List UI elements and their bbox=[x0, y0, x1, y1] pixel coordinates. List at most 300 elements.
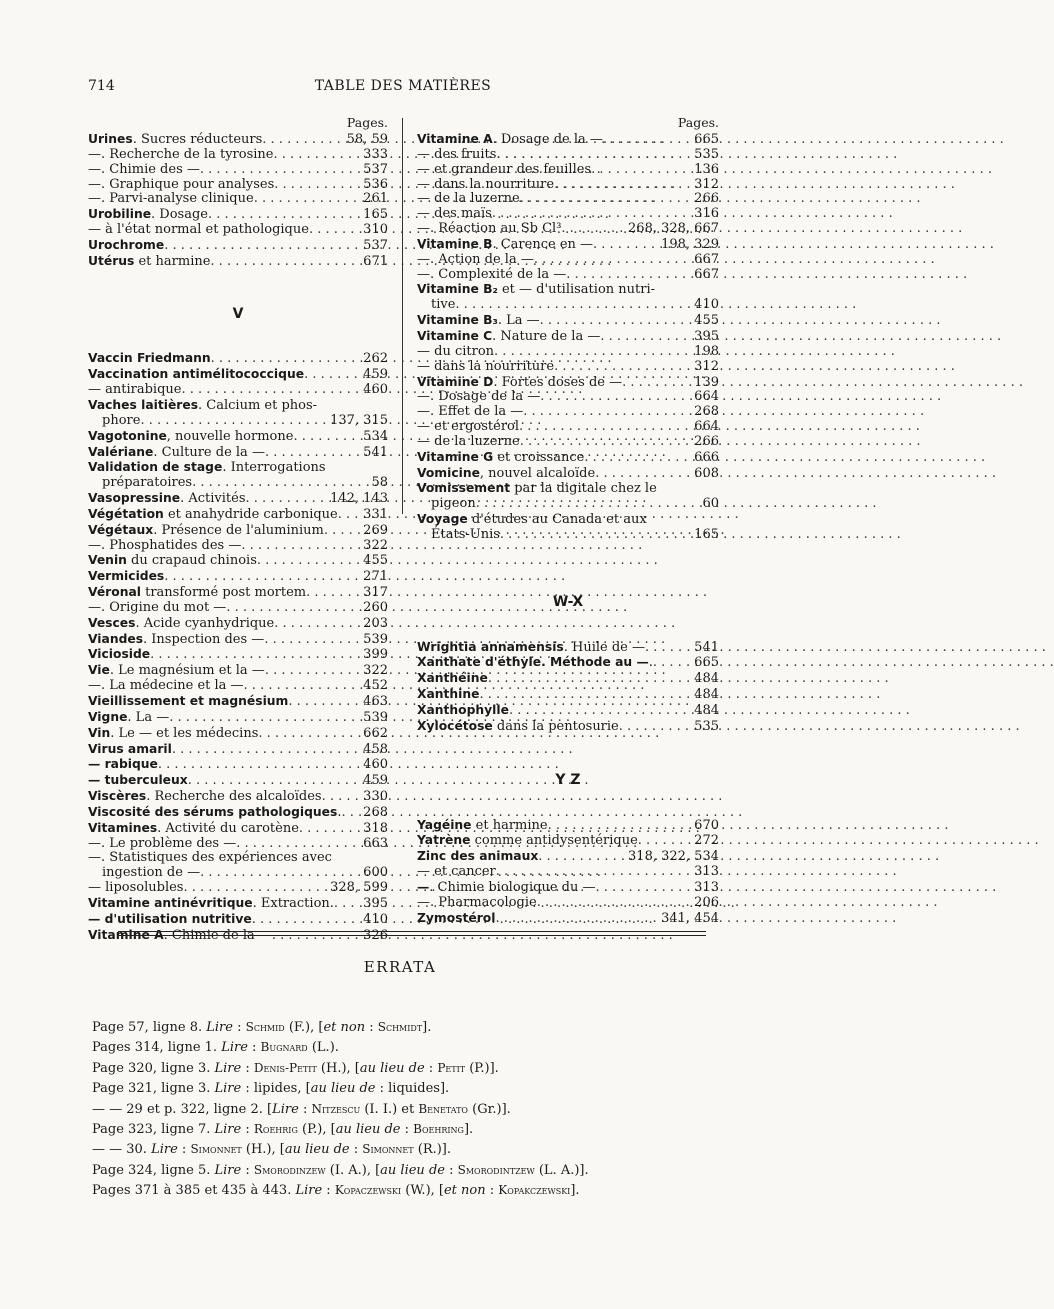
dot-leader bbox=[200, 163, 359, 178]
index-entry bbox=[417, 512, 719, 528]
errata-text: (P.)]. bbox=[465, 1060, 499, 1076]
dot-leader bbox=[188, 774, 359, 789]
entry-text bbox=[417, 833, 638, 849]
index-entry bbox=[88, 223, 388, 238]
entry-text bbox=[417, 253, 534, 268]
index-entry bbox=[417, 435, 719, 450]
errata-text: (I. I.) et bbox=[360, 1101, 419, 1117]
entry-pages: 665 bbox=[694, 132, 719, 147]
entry-rest: . Présence de l'aluminium bbox=[153, 522, 324, 538]
entry-headword: Xylocétose bbox=[417, 718, 493, 733]
entry-pages: 536 bbox=[363, 176, 388, 192]
errata-line bbox=[92, 1142, 732, 1162]
dot-leader bbox=[258, 727, 359, 742]
entry-rest: dans la pentosurie bbox=[492, 718, 619, 734]
index-entry bbox=[417, 345, 719, 360]
entry-rest: —. Statistiques des expériences avec bbox=[88, 850, 332, 866]
entry-headword: Valériane bbox=[88, 444, 154, 459]
entry-headword: Venin bbox=[88, 553, 127, 568]
spacer bbox=[88, 270, 388, 307]
errata-text: : bbox=[298, 1101, 312, 1117]
entry-headword: — bbox=[417, 879, 430, 894]
index-entry bbox=[88, 569, 388, 585]
dot-leader bbox=[338, 508, 359, 523]
running-title: TABLE DES MATIÈRES bbox=[314, 78, 492, 94]
errata-note: et non bbox=[323, 1020, 366, 1035]
entry-pages: 410 bbox=[694, 297, 719, 313]
entry-text bbox=[88, 491, 245, 507]
entry-rest: transformé post mortem bbox=[140, 585, 307, 601]
entry-text bbox=[417, 420, 519, 435]
index-entry bbox=[417, 375, 719, 391]
entry-pages: 534 bbox=[363, 428, 388, 444]
dot-leader bbox=[538, 850, 625, 865]
index-entry bbox=[88, 896, 388, 912]
entry-pages: 260 bbox=[363, 599, 388, 615]
errata-wrong-name: Smorodintzew bbox=[457, 1162, 535, 1177]
entry-rest: . Le — et les médecins bbox=[110, 725, 259, 741]
errata-text: : bbox=[241, 1162, 254, 1178]
entry-text bbox=[417, 865, 496, 880]
index-entry bbox=[417, 481, 719, 497]
spacer bbox=[417, 610, 719, 640]
dot-leader bbox=[593, 238, 658, 253]
errata-wrong-name: Schmidt bbox=[377, 1020, 423, 1034]
errata-text: : bbox=[349, 1142, 363, 1158]
errata-lire: Lire bbox=[151, 1142, 178, 1158]
entry-pages: 203 bbox=[363, 615, 388, 631]
section-letter: W-X bbox=[552, 593, 584, 610]
entry-pages: 316 bbox=[694, 206, 719, 222]
index-entry bbox=[88, 805, 388, 821]
errata-text: : bbox=[444, 1162, 458, 1178]
entry-text bbox=[88, 429, 293, 445]
errata-text: (R.)]. bbox=[413, 1142, 452, 1158]
entry-pages: 541 bbox=[694, 639, 719, 655]
errata-lire: Lire bbox=[214, 1081, 242, 1097]
index-entry bbox=[417, 178, 719, 193]
entry-pages: 410 bbox=[363, 911, 388, 927]
dot-leader bbox=[244, 679, 359, 694]
entry-rest: . Inspection des — bbox=[143, 631, 265, 647]
entry-pages: 269 bbox=[363, 522, 388, 538]
dot-leader bbox=[211, 352, 359, 367]
entry-rest: — antirabique bbox=[88, 382, 182, 398]
entry-pages: 664 bbox=[694, 419, 719, 435]
entry-rest: . Calcium et phos- bbox=[198, 397, 318, 413]
index-entry bbox=[88, 647, 388, 663]
entry-text bbox=[102, 866, 200, 881]
entry-rest: —. La médecine et la — bbox=[88, 678, 244, 694]
entry-text bbox=[88, 148, 273, 163]
entry-pages: 666 bbox=[694, 449, 719, 465]
index-entry bbox=[88, 585, 388, 601]
dot-leader bbox=[476, 497, 690, 512]
index-entry bbox=[88, 414, 388, 429]
errata-text: ]. bbox=[463, 1121, 474, 1137]
entry-rest: . Sucres réducteurs bbox=[132, 132, 263, 147]
errata-text: (H.), [ bbox=[316, 1060, 360, 1076]
entry-rest: d'études au Canada et aux bbox=[467, 512, 647, 528]
entry-headword: Virus amaril bbox=[88, 741, 172, 756]
entry-pages: 664 bbox=[694, 389, 719, 405]
entry-pages: 322 bbox=[363, 663, 388, 679]
entry-pages: 539 bbox=[363, 709, 388, 725]
index-entry bbox=[417, 466, 719, 482]
entry-rest: comme antidysentérique bbox=[470, 833, 638, 849]
entry-pages: 600 bbox=[363, 865, 388, 881]
entry-headword: Yagéine bbox=[417, 817, 472, 832]
index-entry bbox=[88, 616, 388, 632]
entry-rest: ingestion de — bbox=[102, 865, 201, 881]
index-entry bbox=[417, 849, 719, 865]
index-column-left bbox=[88, 116, 388, 944]
entry-text bbox=[417, 687, 479, 703]
dot-leader bbox=[299, 822, 359, 837]
entry-text bbox=[417, 405, 523, 420]
entry-rest: . Huile de — bbox=[563, 639, 645, 655]
errata-correct-name: Roehrig bbox=[253, 1121, 298, 1136]
entry-headword: Viscosité des sérums pathologiques bbox=[88, 804, 338, 819]
entry-pages: 261 bbox=[363, 191, 388, 207]
entry-text bbox=[88, 539, 241, 554]
dot-leader bbox=[192, 476, 359, 491]
entry-text bbox=[417, 849, 538, 865]
entry-rest: — et cancer bbox=[417, 864, 496, 880]
entry-pages: 206 bbox=[694, 894, 719, 910]
entry-rest: . Chimie de la — bbox=[163, 927, 272, 943]
dot-leader bbox=[226, 601, 359, 616]
dot-leader bbox=[554, 178, 690, 193]
index-entry bbox=[417, 655, 719, 671]
dot-leader bbox=[638, 834, 690, 849]
entry-text bbox=[88, 585, 306, 601]
entry-headword: Vitamine B₃ bbox=[417, 313, 498, 328]
entry-text bbox=[417, 880, 595, 896]
entry-rest: —. Pharmacologie bbox=[417, 894, 537, 910]
entry-rest: —. Effet de la — bbox=[417, 404, 524, 420]
entry-text bbox=[417, 466, 595, 482]
entry-text bbox=[88, 398, 317, 414]
dot-leader bbox=[306, 586, 359, 601]
dot-leader bbox=[645, 641, 690, 656]
dot-leader bbox=[554, 360, 690, 375]
entry-headword: Vitamine C bbox=[417, 328, 493, 343]
index-entry bbox=[88, 383, 388, 398]
entry-rest: — du citron bbox=[417, 343, 495, 359]
errata-wrong-name: Benetato bbox=[418, 1101, 468, 1116]
entry-headword: Urochrome bbox=[88, 237, 165, 252]
errata-ref: Page 57, ligne 8. bbox=[92, 1020, 207, 1035]
errata-text: : bbox=[241, 1060, 254, 1076]
entry-text bbox=[417, 512, 647, 528]
index-entry bbox=[88, 351, 388, 367]
dot-leader bbox=[254, 192, 359, 207]
entry-rest: —. Phosphatides des — bbox=[88, 537, 242, 553]
entry-text bbox=[417, 222, 561, 237]
index-entry bbox=[88, 912, 388, 928]
errata-lire: Lire bbox=[214, 1121, 242, 1137]
entry-headword: Vitamine A bbox=[88, 927, 164, 942]
errata-text: : bbox=[424, 1060, 438, 1076]
entry-pages: 165 bbox=[694, 526, 719, 542]
dot-leader bbox=[265, 446, 359, 461]
index-entry bbox=[417, 719, 719, 735]
entry-rest: et — d'utilisation nutri- bbox=[497, 282, 656, 298]
dot-leader bbox=[164, 239, 359, 254]
entry-rest: —. Le problème des — bbox=[88, 835, 237, 851]
entry-rest: —. Réaction au Sb Cl³ bbox=[417, 221, 562, 237]
entry-pages: 667 bbox=[694, 266, 719, 282]
entry-pages: 455 bbox=[363, 553, 388, 569]
entry-headword: Végétation bbox=[88, 506, 164, 521]
spacer bbox=[88, 321, 388, 351]
entry-pages: 484 bbox=[694, 703, 719, 718]
dot-leader bbox=[164, 570, 359, 585]
dot-leader bbox=[492, 207, 690, 222]
dot-leader bbox=[158, 758, 359, 773]
entry-headword: Vitamine D bbox=[417, 374, 494, 389]
errata-text: (F.), [ bbox=[284, 1020, 324, 1035]
errata-text: : bbox=[322, 1183, 335, 1199]
index-entry bbox=[88, 757, 388, 773]
entry-rest: phore bbox=[102, 412, 141, 428]
entry-headword: Vermicides bbox=[88, 569, 165, 584]
entry-text bbox=[88, 460, 326, 476]
entry-pages: 198, 329 bbox=[661, 236, 719, 252]
entry-text bbox=[417, 719, 619, 735]
entry-rest: — de la luzerne bbox=[417, 191, 520, 207]
errata-text: : bbox=[247, 1040, 261, 1056]
index-entry bbox=[88, 523, 388, 539]
errata-text: ]. bbox=[570, 1183, 580, 1199]
entry-headword: Xanthophylle bbox=[417, 703, 509, 717]
entry-rest: — dans la nourriture bbox=[417, 176, 555, 192]
entry-pages: 671 bbox=[363, 253, 388, 269]
entry-pages: 60 bbox=[702, 496, 719, 512]
entry-text bbox=[88, 178, 274, 193]
errata-text: : bbox=[241, 1121, 254, 1137]
entry-text bbox=[431, 528, 500, 543]
entry-text bbox=[88, 647, 150, 663]
entry-text bbox=[88, 912, 252, 928]
spacer bbox=[417, 788, 719, 818]
index-entry bbox=[88, 837, 388, 852]
entry-text bbox=[88, 383, 181, 398]
errata-wrong-name: Kopakczewski bbox=[498, 1183, 571, 1198]
dot-leader bbox=[603, 133, 690, 148]
entry-pages: 459 bbox=[363, 773, 388, 789]
errata-note: au lieu de bbox=[284, 1142, 350, 1158]
index-entry bbox=[417, 880, 719, 896]
entry-pages: 271 bbox=[363, 569, 388, 585]
entry-headword: Vagotonine bbox=[88, 428, 167, 443]
errata-line bbox=[92, 1102, 732, 1122]
index-entry bbox=[417, 329, 719, 345]
errata-line bbox=[92, 1040, 732, 1060]
dot-leader bbox=[288, 695, 359, 710]
entry-pages: 670 bbox=[694, 817, 719, 833]
entry-rest: — et ergostérol bbox=[417, 419, 520, 435]
entry-pages: 463 bbox=[363, 694, 388, 709]
errata-text: (L.). bbox=[307, 1040, 339, 1056]
section-letter: V bbox=[232, 305, 244, 322]
errata-ref: Pages 371 à 385 et 435 à 443. bbox=[92, 1183, 296, 1199]
index-entry bbox=[417, 497, 719, 512]
entry-headword: — tuberculeux bbox=[88, 773, 188, 788]
entry-headword: Xanthate d'éthyle. Méthode au — bbox=[417, 655, 649, 670]
entry-text bbox=[417, 375, 622, 391]
entry-pages: 662 bbox=[363, 725, 388, 741]
pages-label: Pages. bbox=[677, 115, 719, 130]
entry-text bbox=[417, 178, 554, 193]
errata-list bbox=[92, 1020, 732, 1204]
entry-text bbox=[88, 507, 338, 523]
index-entry bbox=[88, 694, 388, 710]
entry-headword: Vasopressine bbox=[88, 491, 181, 506]
index-entry bbox=[88, 192, 388, 207]
dot-leader bbox=[584, 451, 690, 466]
index-column-right bbox=[417, 116, 719, 926]
entry-pages: 395 bbox=[694, 328, 719, 344]
dot-leader bbox=[273, 148, 359, 163]
entry-headword: Vitamine B bbox=[417, 236, 493, 251]
entry-text bbox=[417, 207, 492, 222]
errata-text: (Gr.)]. bbox=[468, 1101, 511, 1117]
entry-text bbox=[88, 238, 164, 254]
index-entry bbox=[88, 367, 388, 383]
entry-rest: . Activités bbox=[180, 491, 246, 507]
errata-note: au lieu de bbox=[380, 1162, 445, 1178]
dot-leader bbox=[566, 268, 690, 283]
entry-rest: . bbox=[337, 804, 342, 820]
index-entry bbox=[417, 163, 719, 178]
entry-pages: 665 bbox=[694, 655, 719, 671]
dot-leader bbox=[200, 866, 359, 881]
dot-leader bbox=[183, 881, 327, 896]
errata-wrong-name: Petit bbox=[437, 1060, 466, 1075]
entry-rest: , nouvel alcaloïde bbox=[479, 465, 596, 481]
dot-leader bbox=[540, 390, 690, 405]
entry-pages: 535 bbox=[694, 146, 719, 162]
entry-pages: 317 bbox=[363, 585, 388, 601]
entry-pages: 399 bbox=[363, 647, 388, 663]
entry-pages: 322 bbox=[363, 537, 388, 553]
entry-pages: 326 bbox=[363, 927, 388, 943]
entry-headword: Vaches laitières bbox=[88, 397, 199, 412]
entry-pages: 310 bbox=[363, 222, 388, 238]
entry-pages: 165 bbox=[363, 207, 388, 223]
entry-text bbox=[417, 655, 653, 671]
entry-text bbox=[431, 298, 455, 313]
errata-ref: Pages 314, ligne 1. bbox=[92, 1040, 222, 1056]
entry-text bbox=[431, 497, 476, 512]
entry-rest: —. Origine du mot — bbox=[88, 599, 227, 615]
index-entry bbox=[417, 390, 719, 405]
dot-leader bbox=[622, 376, 690, 391]
entry-rest: . La — bbox=[497, 313, 540, 329]
entry-pages: 266 bbox=[694, 433, 719, 449]
index-entry bbox=[88, 445, 388, 461]
entry-pages: 312 bbox=[694, 176, 719, 192]
index-entry bbox=[88, 132, 388, 148]
dot-leader bbox=[509, 704, 690, 719]
errata-ref: — — 30. bbox=[92, 1142, 152, 1158]
errata-line bbox=[92, 1081, 732, 1101]
entry-text bbox=[417, 148, 496, 163]
dot-leader bbox=[324, 524, 359, 539]
dot-leader bbox=[274, 617, 359, 632]
entry-headword: Vitamine G bbox=[417, 449, 494, 464]
entry-headword: Vitamine A bbox=[417, 132, 493, 146]
entry-text bbox=[417, 282, 655, 298]
entry-pages: 58, 59 bbox=[346, 132, 388, 147]
dot-leader bbox=[265, 664, 359, 679]
errata-ref: Page 320, ligne 3. bbox=[92, 1060, 215, 1076]
index-entry bbox=[88, 254, 388, 270]
entry-headword: Vitamines bbox=[88, 820, 158, 835]
index-entry bbox=[417, 253, 719, 268]
index-entry bbox=[417, 703, 719, 719]
index-entry bbox=[417, 896, 719, 911]
errata-text: : bbox=[400, 1121, 414, 1137]
dot-leader bbox=[293, 430, 359, 445]
errata-note: au lieu de bbox=[310, 1081, 376, 1097]
entry-text bbox=[417, 911, 495, 927]
index-entry bbox=[88, 601, 388, 616]
dot-leader bbox=[619, 720, 690, 735]
entry-text bbox=[88, 881, 183, 896]
entry-text bbox=[417, 896, 537, 911]
dot-leader bbox=[210, 255, 359, 270]
dot-leader bbox=[150, 648, 359, 663]
dot-leader bbox=[561, 222, 625, 237]
errata-line bbox=[92, 1020, 732, 1040]
dot-leader bbox=[540, 314, 690, 329]
dot-leader bbox=[600, 330, 690, 345]
dot-leader bbox=[309, 223, 359, 238]
entry-pages: 268 bbox=[694, 404, 719, 420]
errata-line bbox=[92, 1061, 732, 1081]
dot-leader bbox=[140, 414, 327, 429]
errata-correct-name: Schmid bbox=[245, 1020, 285, 1034]
entry-text bbox=[417, 163, 591, 178]
index-entry bbox=[417, 313, 719, 329]
entry-rest: préparatoires bbox=[102, 475, 193, 491]
errata-correct-name: Bugnard bbox=[260, 1040, 308, 1055]
entry-rest: . Carence en — bbox=[492, 236, 594, 252]
index-entry bbox=[417, 192, 719, 207]
index-entry bbox=[88, 398, 388, 414]
entry-pages: 137, 315 bbox=[330, 412, 388, 428]
dot-leader bbox=[500, 528, 690, 543]
entry-text bbox=[88, 805, 341, 821]
index-entry bbox=[88, 851, 388, 866]
entry-pages: 541 bbox=[363, 444, 388, 460]
entry-headword: Végétaux bbox=[88, 522, 154, 537]
dot-leader bbox=[274, 178, 359, 193]
errata-lire: Lire bbox=[295, 1183, 323, 1199]
errata-text: : lipides, [ bbox=[241, 1081, 311, 1097]
entry-text bbox=[417, 703, 509, 719]
entry-rest: et harmine bbox=[134, 253, 211, 269]
index-entry bbox=[88, 789, 388, 805]
index-entry bbox=[417, 687, 719, 703]
entry-text bbox=[88, 851, 332, 866]
errata-ref: Page 321, ligne 3. bbox=[92, 1081, 215, 1097]
entry-pages: 537 bbox=[363, 161, 388, 177]
entry-text bbox=[88, 789, 322, 805]
